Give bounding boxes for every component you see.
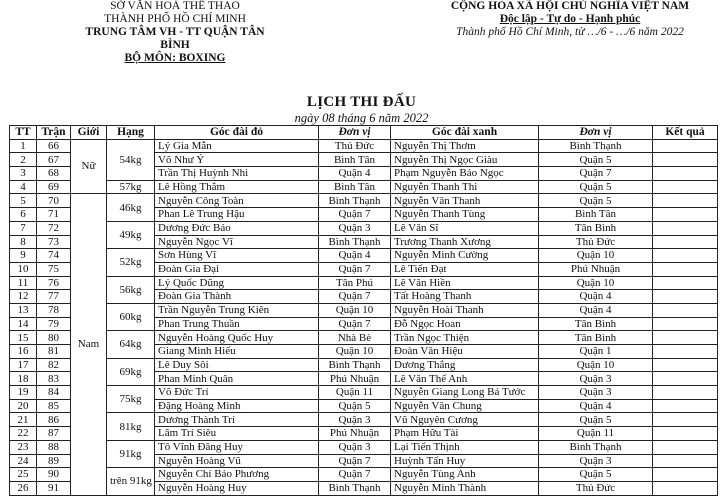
row-tt: 16: [10, 345, 37, 359]
page-title: LỊCH THI ĐẤU: [306, 94, 417, 110]
red-corner-name: Lý Gia Mẫn: [155, 139, 319, 153]
table-row: [10, 440, 718, 454]
row-tt: 8: [10, 235, 37, 249]
row-tt: 24: [10, 454, 37, 468]
table-row: [10, 221, 718, 235]
red-corner-name: Nguyễn Hoàng Vũ: [155, 454, 319, 468]
header-left: [70, 0, 280, 65]
red-corner-unit: Quận 7: [319, 262, 391, 276]
sport-name: BỘ MÔN: BOXING: [124, 52, 226, 64]
blue-corner-name: Huỳnh Tấn Huy: [391, 454, 539, 468]
red-corner-name: Nguyễn Hoàng Huy: [155, 481, 319, 495]
row-tran: 73: [37, 235, 71, 249]
row-tran: 85: [37, 399, 71, 413]
red-corner-unit: Nhà Bè: [319, 331, 391, 345]
row-tt: 21: [10, 413, 37, 427]
blue-corner-name: Nguyễn Thị Ngọc Giàu: [391, 153, 539, 167]
weight-cell: 46kg: [107, 194, 155, 221]
blue-corner-unit: Thủ Đức: [539, 235, 653, 249]
blue-corner-unit: Thủ Đức: [539, 481, 653, 495]
center-name: TRUNG TÂM VH - TT QUẬN TÂN BÌNH: [85, 26, 265, 51]
table-row: [10, 331, 718, 345]
row-tran: 90: [37, 468, 71, 482]
red-corner-name: Phan Minh Quân: [155, 372, 319, 386]
blue-corner-unit: Bình Thạnh: [539, 139, 653, 153]
table-row: [10, 468, 718, 482]
blue-corner-unit: Quận 5: [539, 413, 653, 427]
row-tran: 84: [37, 386, 71, 400]
table-row: [10, 249, 718, 263]
blue-corner-unit: Quận 3: [539, 454, 653, 468]
gender-cell: Nam: [71, 194, 107, 495]
red-corner-unit: Quận 7: [319, 317, 391, 331]
red-corner-unit: Quận 7: [319, 454, 391, 468]
blue-corner-unit: Quận 10: [539, 358, 653, 372]
table-row: [10, 194, 718, 208]
blue-corner-unit: Tân Bình: [539, 331, 653, 345]
result-cell: [653, 427, 718, 441]
weight-cell: 54kg: [107, 139, 155, 180]
row-tran: 86: [37, 413, 71, 427]
red-corner-unit: Bình Tân: [319, 153, 391, 167]
weight-cell: 64kg: [107, 331, 155, 358]
row-tran: 70: [37, 194, 71, 208]
blue-corner-name: Trần Ngọc Thiện: [391, 331, 539, 345]
red-corner-name: Võ Đức Trí: [155, 386, 319, 400]
red-corner-name: Phan Lê Trung Hậu: [155, 208, 319, 222]
row-tran: 72: [37, 221, 71, 235]
row-tt: 11: [10, 276, 37, 290]
blue-corner-name: Vũ Nguyên Cương: [391, 413, 539, 427]
result-cell: [653, 167, 718, 181]
red-corner-unit: Quận 4: [319, 249, 391, 263]
red-corner-name: Dương Đức Bảo: [155, 221, 319, 235]
row-tt: 20: [10, 399, 37, 413]
row-tt: 25: [10, 468, 37, 482]
result-cell: [653, 386, 718, 400]
row-tt: 5: [10, 194, 37, 208]
result-cell: [653, 235, 718, 249]
row-tran: 91: [37, 481, 71, 495]
row-tt: 9: [10, 249, 37, 263]
red-corner-name: Đoàn Gia Thành: [155, 290, 319, 304]
red-corner-unit: Quận 7: [319, 290, 391, 304]
blue-corner-unit: Bình Thạnh: [539, 440, 653, 454]
row-tran: 82: [37, 358, 71, 372]
result-cell: [653, 276, 718, 290]
result-cell: [653, 440, 718, 454]
col-tt: TT: [10, 126, 37, 140]
blue-corner-name: Lê Văn Hiền: [391, 276, 539, 290]
row-tt: 26: [10, 481, 37, 495]
result-cell: [653, 153, 718, 167]
blue-corner-unit: Quận 1: [539, 345, 653, 359]
row-tt: 10: [10, 262, 37, 276]
red-corner-unit: Quận 4: [319, 167, 391, 181]
row-tran: 69: [37, 180, 71, 194]
row-tt: 19: [10, 386, 37, 400]
row-tt: 2: [10, 153, 37, 167]
red-corner-name: Dương Thành Trí: [155, 413, 319, 427]
row-tt: 14: [10, 317, 37, 331]
row-tt: 12: [10, 290, 37, 304]
red-corner-unit: Quận 3: [319, 440, 391, 454]
red-corner-name: Lâm Trí Siêu: [155, 427, 319, 441]
result-cell: [653, 262, 718, 276]
row-tran: 83: [37, 372, 71, 386]
place-date: Thành phố Hồ Chí Minh, từ …/6 - …/6 năm 2022: [456, 26, 684, 38]
blue-corner-unit: Quận 5: [539, 153, 653, 167]
row-tt: 1: [10, 139, 37, 153]
red-corner-unit: Quận 10: [319, 345, 391, 359]
col-tran: Trận: [37, 126, 71, 140]
blue-corner-name: Nguyễn Minh Cường: [391, 249, 539, 263]
red-corner-name: Đoàn Gia Đại: [155, 262, 319, 276]
col-ket-qua: Kết quả: [653, 126, 718, 140]
weight-cell: 60kg: [107, 303, 155, 330]
dept-name: SỞ VĂN HOÁ THỂ THAO: [110, 0, 240, 12]
weight-cell: 81kg: [107, 413, 155, 440]
table-row: [10, 386, 718, 400]
weight-cell: 52kg: [107, 249, 155, 276]
col-hang: Hạng: [107, 126, 155, 140]
blue-corner-unit: Quận 5: [539, 468, 653, 482]
result-cell: [653, 372, 718, 386]
blue-corner-unit: Quận 3: [539, 386, 653, 400]
table-row: [10, 276, 718, 290]
row-tran: 88: [37, 440, 71, 454]
red-corner-name: Sơn Hùng Vĩ: [155, 249, 319, 263]
row-tt: 7: [10, 221, 37, 235]
result-cell: [653, 303, 718, 317]
weight-cell: 91kg: [107, 440, 155, 467]
red-corner-name: Nguyễn Chí Bảo Phương: [155, 468, 319, 482]
result-cell: [653, 221, 718, 235]
red-corner-name: Tô Vĩnh Đăng Huy: [155, 440, 319, 454]
result-cell: [653, 413, 718, 427]
row-tt: 17: [10, 358, 37, 372]
country-name: CỘNG HÒA XÃ HỘI CHỦ NGHĨA VIỆT NAM: [450, 0, 690, 12]
schedule-table: [9, 125, 718, 496]
red-corner-name: Lý Quốc Dũng: [155, 276, 319, 290]
red-corner-name: Lê Duy Sôi: [155, 358, 319, 372]
blue-corner-unit: Quận 4: [539, 399, 653, 413]
row-tran: 80: [37, 331, 71, 345]
weight-cell: trên 91kg: [107, 468, 155, 495]
blue-corner-name: Lê Tiến Đạt: [391, 262, 539, 276]
col-gioi: Giới: [71, 126, 107, 140]
red-corner-unit: Phú Nhuận: [319, 427, 391, 441]
red-corner-name: Nguyễn Ngọc Vĩ: [155, 235, 319, 249]
blue-corner-name: Lại Tiến Thịnh: [391, 440, 539, 454]
blue-corner-name: Phạm Hữu Tài: [391, 427, 539, 441]
blue-corner-unit: Quận 4: [539, 303, 653, 317]
red-corner-name: Trần Nguyễn Trung Kiên: [155, 303, 319, 317]
row-tt: 4: [10, 180, 37, 194]
blue-corner-name: Tất Hoàng Thanh: [391, 290, 539, 304]
blue-corner-name: Nguyễn Văn Chung: [391, 399, 539, 413]
row-tran: 81: [37, 345, 71, 359]
blue-corner-name: Dương Thắng: [391, 358, 539, 372]
row-tt: 23: [10, 440, 37, 454]
blue-corner-unit: Quận 5: [539, 194, 653, 208]
row-tran: 67: [37, 153, 71, 167]
blue-corner-name: Nguyễn Minh Thành: [391, 481, 539, 495]
table-row: [10, 358, 718, 372]
row-tran: 75: [37, 262, 71, 276]
red-corner-unit: Quận 11: [319, 386, 391, 400]
blue-corner-unit: Quận 3: [539, 372, 653, 386]
red-corner-name: Đặng Hoàng Minh: [155, 399, 319, 413]
result-cell: [653, 399, 718, 413]
blue-corner-name: Đỗ Ngọc Hoan: [391, 317, 539, 331]
blue-corner-name: Nguyễn Tùng Anh: [391, 468, 539, 482]
row-tran: 89: [37, 454, 71, 468]
row-tt: 18: [10, 372, 37, 386]
row-tran: 71: [37, 208, 71, 222]
row-tt: 6: [10, 208, 37, 222]
red-corner-unit: Thủ Đức: [319, 139, 391, 153]
row-tt: 15: [10, 331, 37, 345]
col-goc-xanh: Góc đài xanh: [391, 126, 539, 140]
weight-cell: 57kg: [107, 180, 155, 194]
red-corner-unit: Quận 5: [319, 399, 391, 413]
red-corner-unit: Bình Thạnh: [319, 235, 391, 249]
blue-corner-unit: Phú Nhuận: [539, 262, 653, 276]
blue-corner-unit: Quận 10: [539, 276, 653, 290]
table-body: [10, 139, 718, 495]
red-corner-name: Võ Như Ý: [155, 153, 319, 167]
table-row: [10, 303, 718, 317]
table-row: [10, 180, 718, 194]
red-corner-name: Nguyễn Hoàng Quốc Huy: [155, 331, 319, 345]
blue-corner-name: Nguyễn Thị Thơm: [391, 139, 539, 153]
blue-corner-unit: Tân Bình: [539, 221, 653, 235]
blue-corner-name: Lê Văn Thế Anh: [391, 372, 539, 386]
weight-cell: 49kg: [107, 221, 155, 248]
blue-corner-unit: Quận 11: [539, 427, 653, 441]
result-cell: [653, 358, 718, 372]
row-tran: 77: [37, 290, 71, 304]
blue-corner-unit: Quận 7: [539, 167, 653, 181]
row-tran: 79: [37, 317, 71, 331]
col-goc-do: Góc đài đỏ: [155, 126, 319, 140]
blue-corner-name: Trương Thanh Xương: [391, 235, 539, 249]
result-cell: [653, 317, 718, 331]
red-corner-name: Giang Minh Hiếu: [155, 345, 319, 359]
row-tran: 78: [37, 303, 71, 317]
result-cell: [653, 468, 718, 482]
red-corner-name: Trần Thị Huỳnh Nhi: [155, 167, 319, 181]
weight-cell: 75kg: [107, 386, 155, 413]
blue-corner-unit: Quận 4: [539, 290, 653, 304]
row-tran: 76: [37, 276, 71, 290]
blue-corner-unit: Bình Tân: [539, 208, 653, 222]
blue-corner-name: Lê Văn Sĩ: [391, 221, 539, 235]
col-don-vi-2: Đơn vị: [539, 126, 653, 140]
page-subtitle: ngày 08 tháng 6 năm 2022: [294, 111, 429, 125]
result-cell: [653, 481, 718, 495]
row-tran: 66: [37, 139, 71, 153]
red-corner-unit: Quận 7: [319, 208, 391, 222]
red-corner-name: Phan Trung Thuần: [155, 317, 319, 331]
result-cell: [653, 208, 718, 222]
blue-corner-name: Nguyễn Thanh Tùng: [391, 208, 539, 222]
row-tt: 13: [10, 303, 37, 317]
red-corner-name: Lê Hồng Thắm: [155, 180, 319, 194]
blue-corner-unit: Quận 10: [539, 249, 653, 263]
blue-corner-name: Nguyễn Hoài Thanh: [391, 303, 539, 317]
red-corner-unit: Quận 3: [319, 221, 391, 235]
blue-corner-name: Đoàn Văn Hiệu: [391, 345, 539, 359]
row-tran: 74: [37, 249, 71, 263]
col-don-vi-1: Đơn vị: [319, 126, 391, 140]
header-right: [430, 0, 710, 39]
red-corner-unit: Bình Thạnh: [319, 481, 391, 495]
blue-corner-name: Nguyễn Văn Thanh: [391, 194, 539, 208]
red-corner-unit: Quận 3: [319, 413, 391, 427]
red-corner-unit: Quận 7: [319, 468, 391, 482]
gender-cell: Nữ: [71, 139, 107, 194]
red-corner-unit: Quận 10: [319, 303, 391, 317]
red-corner-unit: Bình Tân: [319, 180, 391, 194]
row-tran: 68: [37, 167, 71, 181]
result-cell: [653, 331, 718, 345]
red-corner-unit: Phú Nhuận: [319, 372, 391, 386]
red-corner-unit: Bình Thạnh: [319, 358, 391, 372]
blue-corner-unit: Quận 5: [539, 180, 653, 194]
result-cell: [653, 290, 718, 304]
blue-corner-name: Nguyễn Giang Long Bá Tước: [391, 386, 539, 400]
result-cell: [653, 139, 718, 153]
result-cell: [653, 249, 718, 263]
blue-corner-name: Phạm Nguyễn Bảo Ngọc: [391, 167, 539, 181]
result-cell: [653, 454, 718, 468]
row-tran: 87: [37, 427, 71, 441]
table-row: [10, 413, 718, 427]
row-tt: 3: [10, 167, 37, 181]
row-tt: 22: [10, 427, 37, 441]
blue-corner-name: Nguyễn Thanh Thi: [391, 180, 539, 194]
table-row: [10, 139, 718, 153]
blue-corner-unit: Tân Bình: [539, 317, 653, 331]
red-corner-unit: Tân Phú: [319, 276, 391, 290]
weight-cell: 56kg: [107, 276, 155, 303]
weight-cell: 69kg: [107, 358, 155, 385]
result-cell: [653, 194, 718, 208]
result-cell: [653, 345, 718, 359]
red-corner-name: Nguyễn Công Toàn: [155, 194, 319, 208]
result-cell: [653, 180, 718, 194]
red-corner-unit: Bình Thạnh: [319, 194, 391, 208]
motto: Độc lập - Tự do - Hạnh phúc: [499, 13, 641, 25]
table-header-row: [10, 126, 718, 140]
city-name: THÀNH PHỐ HỒ CHÍ MINH: [104, 13, 246, 25]
